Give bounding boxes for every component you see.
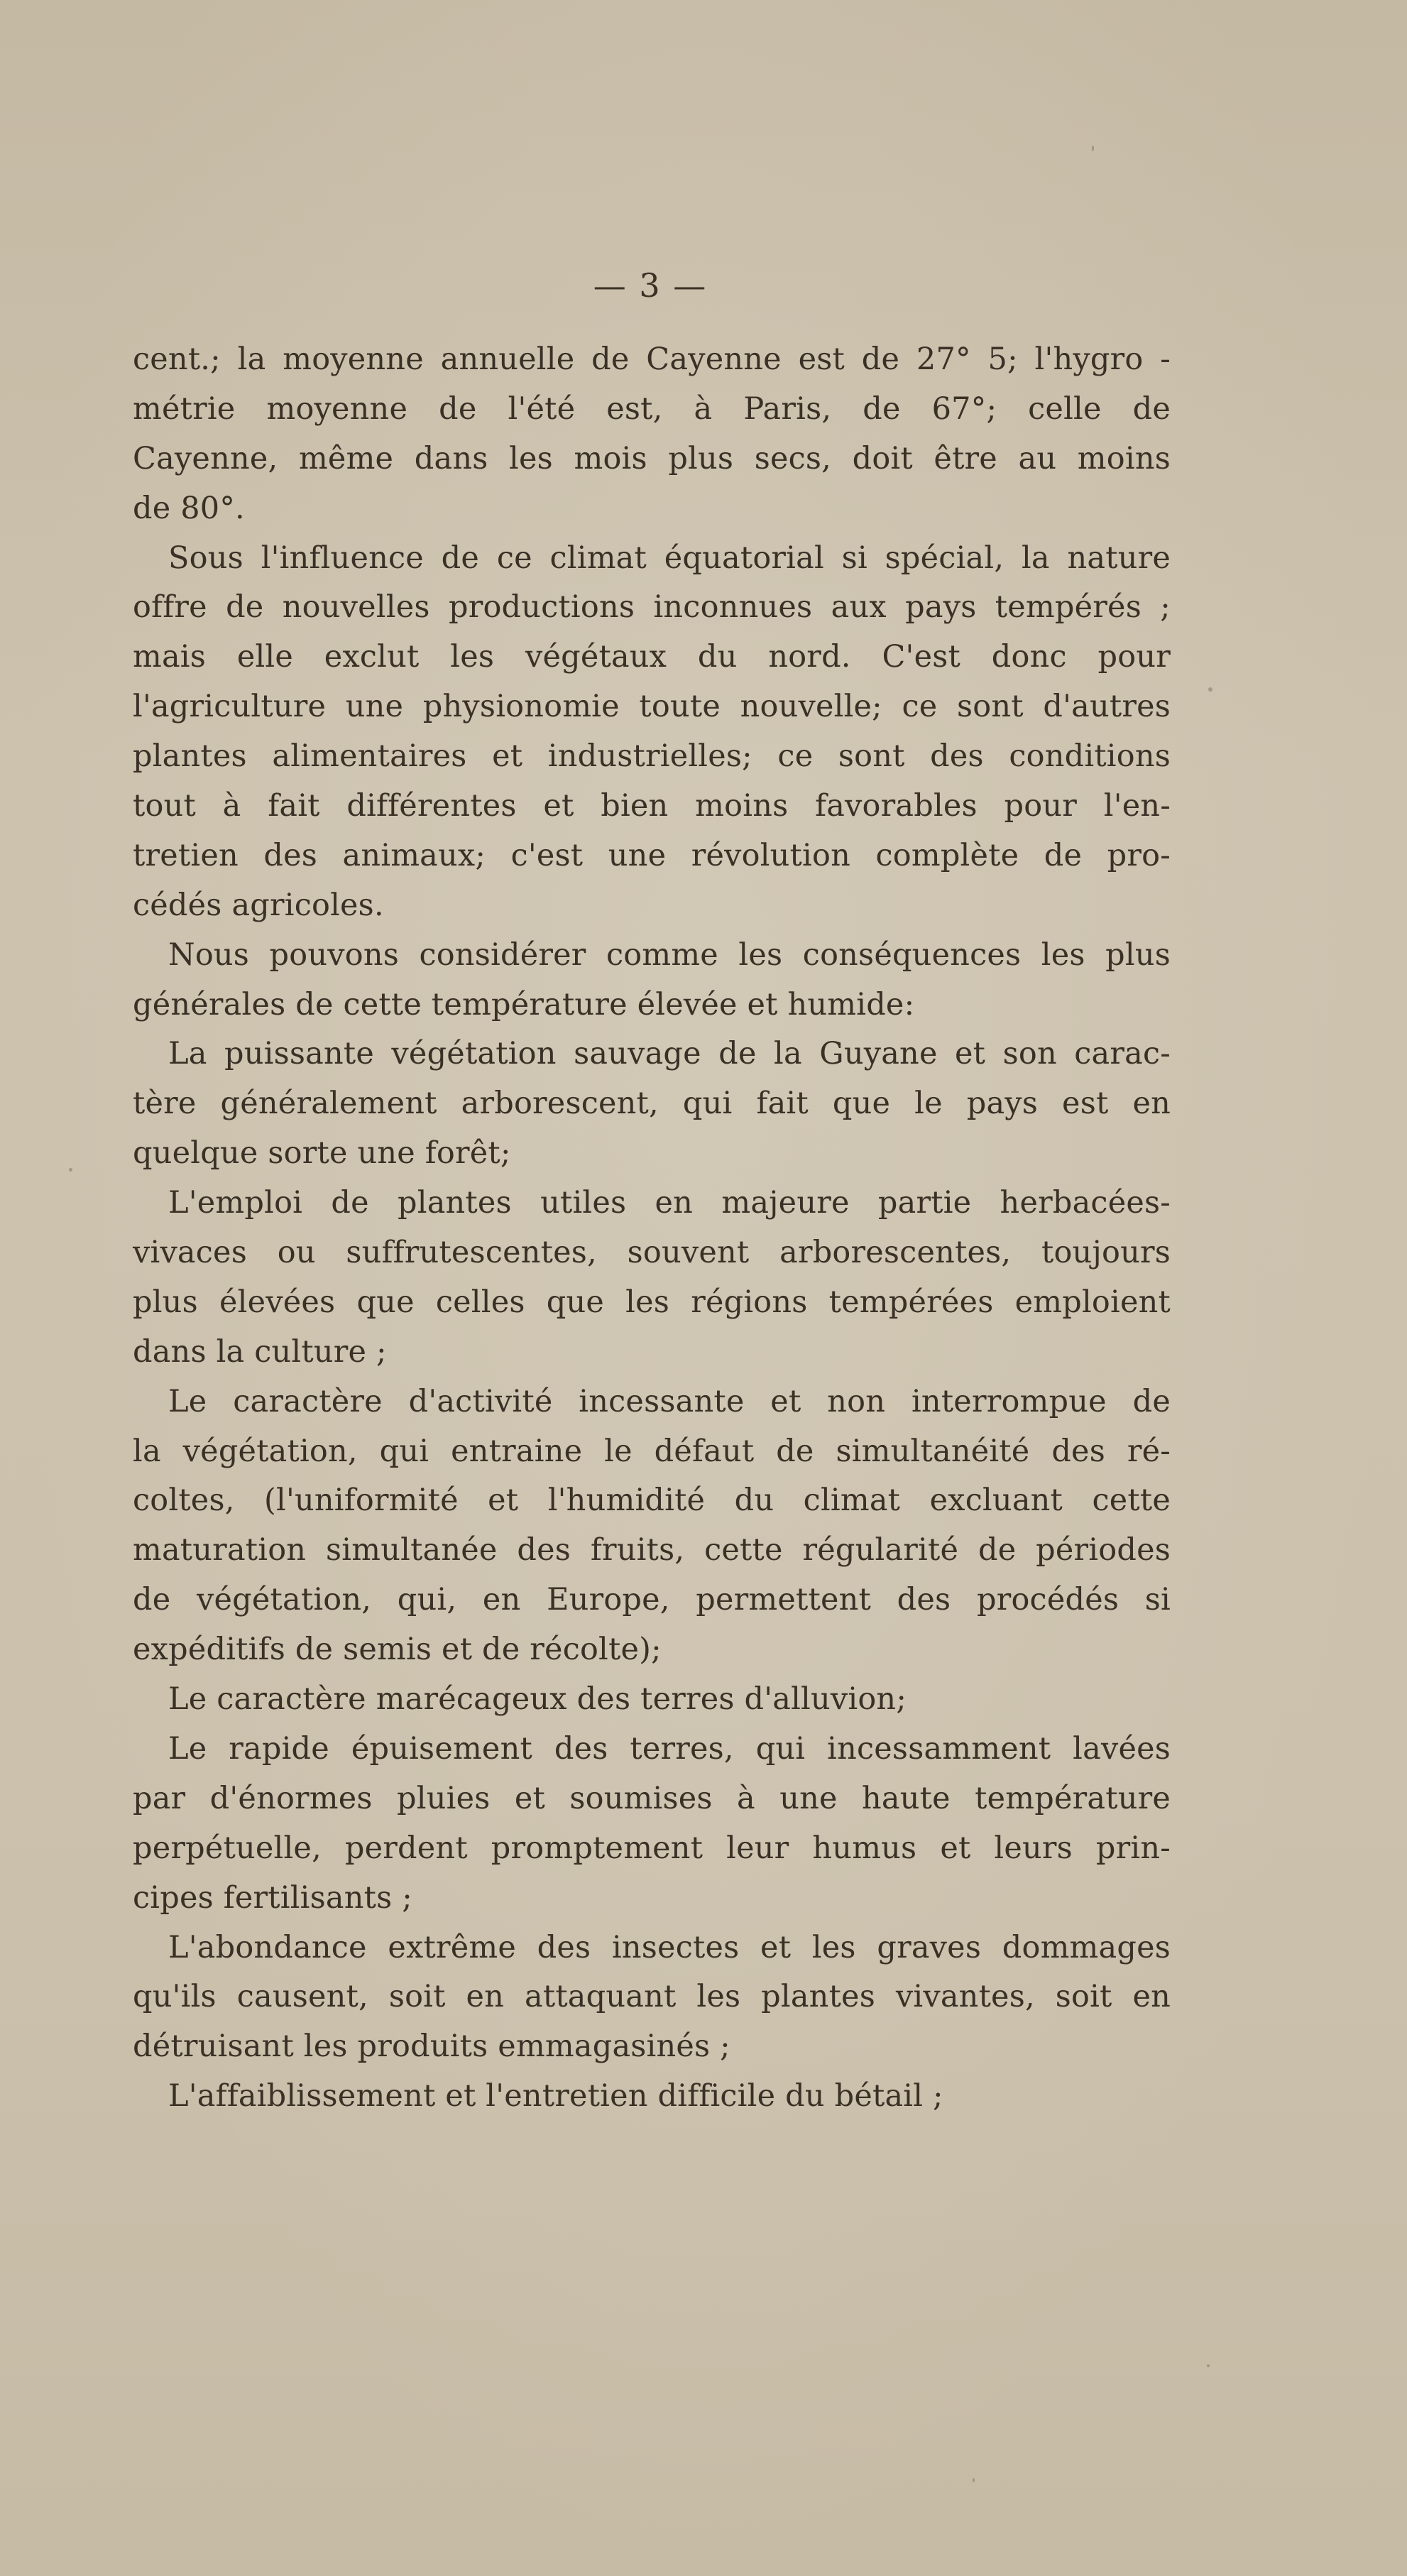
text-line: dans la culture ; xyxy=(133,1333,387,1370)
text-line: métrie moyenne de l'été est, à Paris, de 67°; celle de xyxy=(133,391,1171,427)
text-line: tout à fait différentes et bien moins favorables pour l'en- xyxy=(133,788,1171,824)
text-line: quelque sorte une forêt; xyxy=(133,1135,511,1172)
paper-speck xyxy=(1207,2364,1210,2367)
text-line: coltes, (l'uniformité et l'humidité du climat excluant cette xyxy=(133,1483,1171,1519)
paper-speck xyxy=(973,2478,975,2482)
body-text xyxy=(133,335,1171,2122)
paragraph-first-line: Nous pouvons considérer comme les conséquences les plus xyxy=(168,937,1171,973)
text-line: plus élevées que celles que les régions tempérées emploient xyxy=(133,1284,1171,1320)
text-line: qu'ils causent, soit en attaquant les plantes vivantes, soit en xyxy=(133,1979,1171,2015)
text-line: maturation simultanée des fruits, cette régularité de périodes xyxy=(133,1532,1171,1568)
text-line: expéditifs de semis et de récolte); xyxy=(133,1632,662,1668)
text-line: mais elle exclut les végétaux du nord. C'est donc pour xyxy=(133,639,1171,675)
paper-speck xyxy=(1092,146,1094,151)
paragraph-first-line: L'affaiblissement et l'entretien difficile du bétail ; xyxy=(168,2078,943,2114)
text-line: de végétation, qui, en Europe, permettent des procédés si xyxy=(133,1582,1171,1618)
paragraph-first-line: La puissante végétation sauvage de la Guyane et son carac- xyxy=(168,1036,1171,1072)
text-line: la végétation, qui entraine le défaut de simultanéité des ré- xyxy=(133,1433,1171,1469)
text-line: tère généralement arborescent, qui fait que le pays est en xyxy=(133,1086,1171,1122)
text-line: cédés agricoles. xyxy=(133,887,384,923)
text-line: cipes fertilisants ; xyxy=(133,1879,412,1916)
paper-speck xyxy=(1208,687,1212,692)
text-line: Cayenne, même dans les mois plus secs, doit être au moins xyxy=(133,440,1171,476)
text-line: l'agriculture une physionomie toute nouvelle; ce sont d'autres xyxy=(133,689,1171,725)
paragraph-first-line: Le caractère marécageux des terres d'alluvion; xyxy=(168,1681,907,1718)
paragraph-first-line: Sous l'influence de ce climat équatorial si spécial, la nature xyxy=(168,540,1171,576)
text-line: offre de nouvelles productions inconnues aux pays tempérés ; xyxy=(133,589,1171,626)
paragraph-first-line: Le caractère d'activité incessante et non interrompue de xyxy=(168,1383,1171,1419)
paragraph-first-line: L'abondance extrême des insectes et les graves dommages xyxy=(168,1929,1171,1965)
text-line: générales de cette température élevée et humide: xyxy=(133,986,915,1022)
text-line: cent.; la moyenne annuelle de Cayenne est de 27° 5; l'hygro - xyxy=(133,342,1171,377)
text-line: par d'énormes pluies et soumises à une haute température xyxy=(133,1780,1171,1816)
text-line: vivaces ou suffrutescentes, souvent arborescentes, toujours xyxy=(133,1235,1171,1271)
text-line: plantes alimentaires et industrielles; ce sont des conditions xyxy=(133,738,1171,775)
paper-speck xyxy=(69,1168,72,1172)
text-line: perpétuelle, perdent promptement leur humus et leurs prin- xyxy=(133,1830,1171,1866)
paragraph-first-line: L'emploi de plantes utiles en majeure partie herbacées- xyxy=(168,1185,1171,1221)
page-number: — 3 — xyxy=(593,266,708,305)
text-line: détruisant les produits emmagasinés ; xyxy=(133,2029,730,2065)
paragraph-first-line: Le rapide épuisement des terres, qui incessamment lavées xyxy=(168,1730,1171,1767)
text-line: tretien des animaux; c'est une révolution complète de pro- xyxy=(133,837,1171,873)
text-line: de 80°. xyxy=(133,490,245,526)
